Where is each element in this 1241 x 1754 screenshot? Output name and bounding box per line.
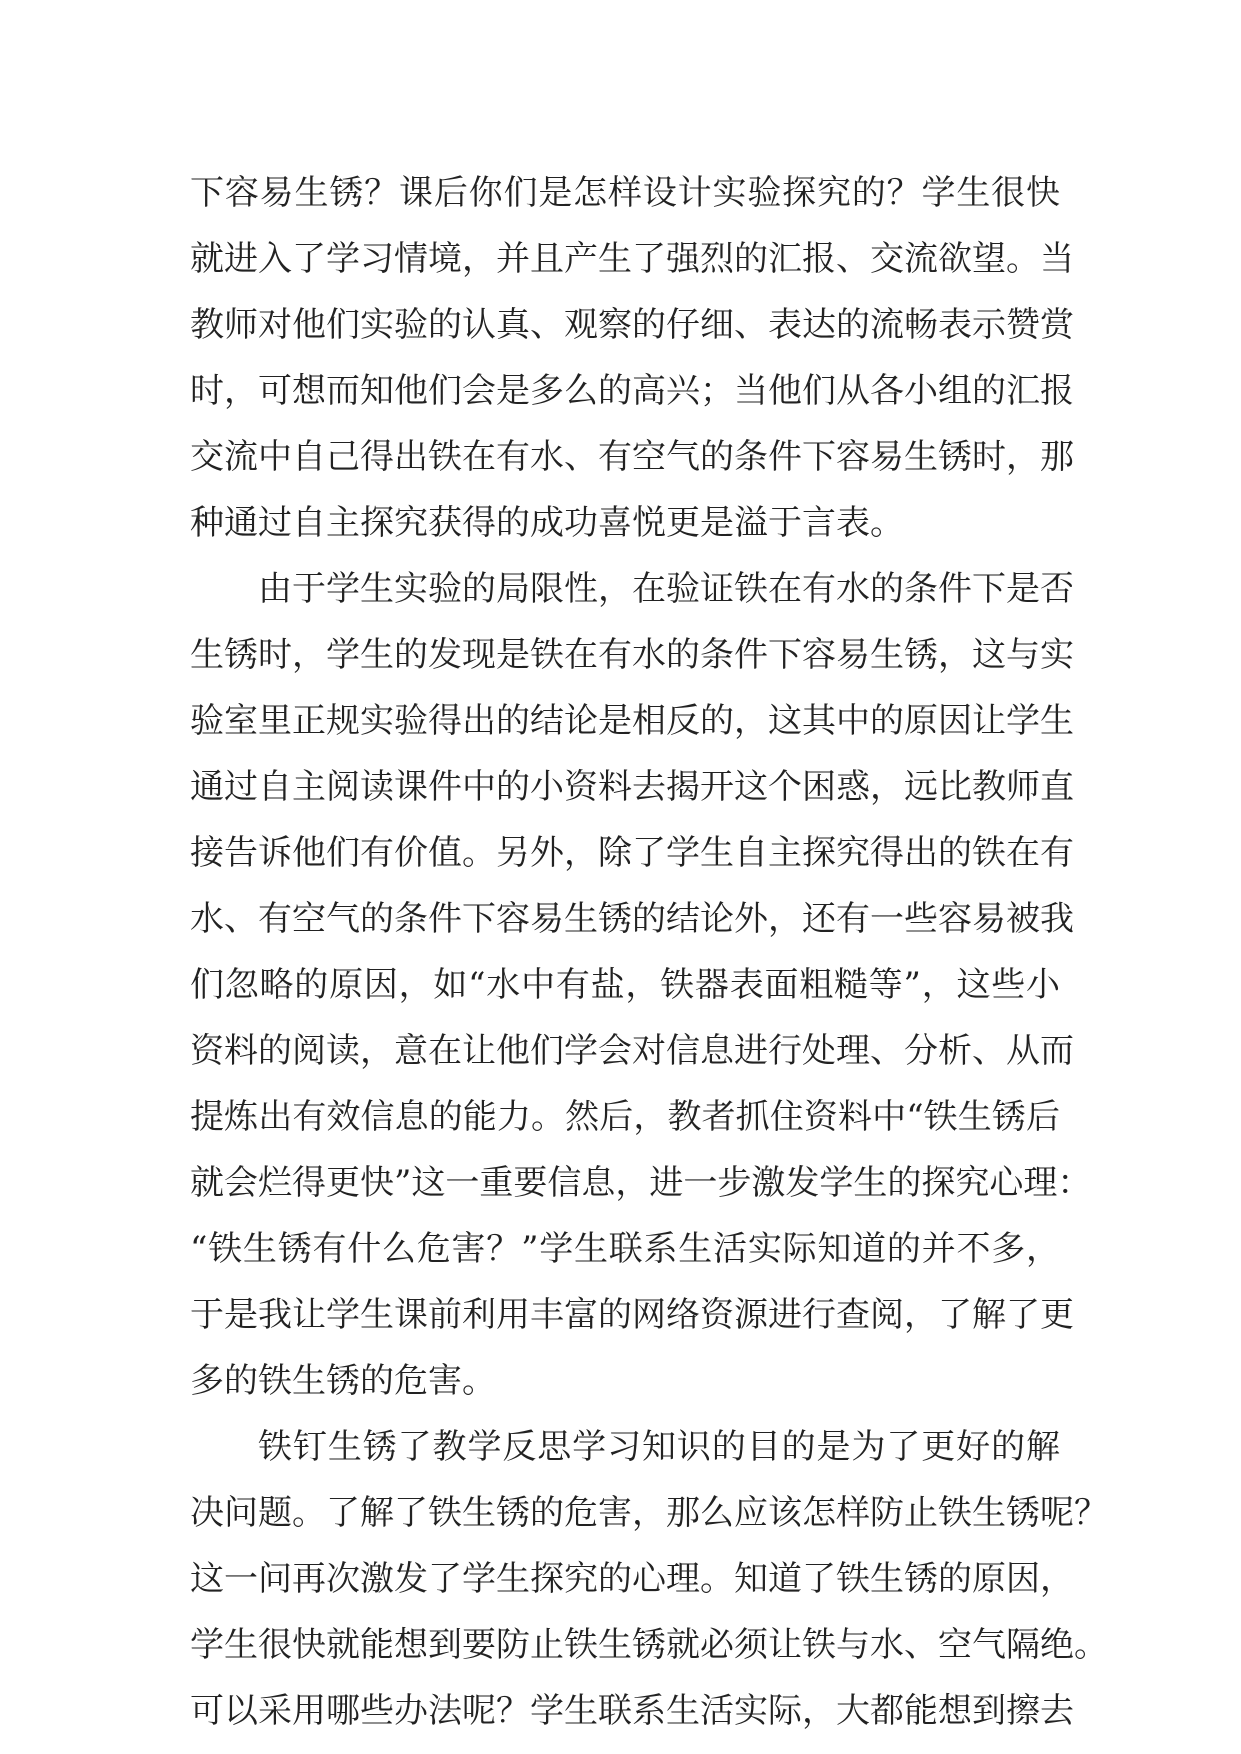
paragraph-1	[190, 160, 1074, 556]
paragraph-3	[190, 1414, 1108, 1744]
text-line: 接告诉他们有价值。另外，除了学生自主探究得出的铁在有	[190, 833, 1074, 873]
text-line: 下容易生锈？课后你们是怎样设计实验探究的？学生很快	[190, 173, 1060, 213]
text-line: 提炼出有效信息的能力。然后，教者抓住资料中“铁生锈后	[190, 1097, 1060, 1137]
text-line: 资料的阅读，意在让他们学会对信息进行处理、分析、从而	[190, 1031, 1074, 1071]
text-line: 交流中自己得出铁在有水、有空气的条件下容易生锈时，那	[190, 437, 1074, 477]
text-line: 这一问再次激发了学生探究的心理。知道了铁生锈的原因，	[190, 1559, 1074, 1599]
body-text	[190, 160, 1108, 1744]
text-line: 学生很快就能想到要防止铁生锈就必须让铁与水、空气隔绝。	[190, 1625, 1108, 1665]
text-line: 水、有空气的条件下容易生锈的结论外，还有一些容易被我	[190, 899, 1074, 939]
text-line: 可以采用哪些办法呢？学生联系生活实际，大都能想到擦去	[190, 1691, 1074, 1731]
text-line: 就进入了学习情境，并且产生了强烈的汇报、交流欲望。当	[190, 239, 1074, 279]
paragraph-2	[190, 556, 1092, 1414]
text-line: 生锈时，学生的发现是铁在有水的条件下容易生锈，这与实	[190, 635, 1074, 675]
text-line: 决问题。了解了铁生锈的危害，那么应该怎样防止铁生锈呢？	[190, 1493, 1108, 1533]
text-line: 由于学生实验的局限性，在验证铁在有水的条件下是否	[258, 569, 1074, 609]
text-line: 种通过自主探究获得的成功喜悦更是溢于言表。	[190, 503, 904, 543]
text-line: 铁钉生锈了教学反思学习知识的目的是为了更好的解	[258, 1427, 1060, 1467]
text-line: 们忽略的原因，如“水中有盐，铁器表面粗糙等”，这些小	[190, 965, 1060, 1005]
text-line: 时，可想而知他们会是多么的高兴；当他们从各小组的汇报	[190, 371, 1074, 411]
text-line: “铁生锈有什么危害？”学生联系生活实际知道的并不多，	[190, 1229, 1060, 1269]
text-line: 验室里正规实验得出的结论是相反的，这其中的原因让学生	[190, 701, 1074, 741]
text-line: 通过自主阅读课件中的小资料去揭开这个困惑，远比教师直	[190, 767, 1074, 807]
text-line: 教师对他们实验的认真、观察的仔细、表达的流畅表示赞赏	[190, 305, 1074, 345]
text-line: 就会烂得更快”这一重要信息，进一步激发学生的探究心理：	[190, 1163, 1092, 1203]
text-line: 多的铁生锈的危害。	[190, 1361, 496, 1401]
text-line: 于是我让学生课前利用丰富的网络资源进行查阅，了解了更	[190, 1295, 1074, 1335]
